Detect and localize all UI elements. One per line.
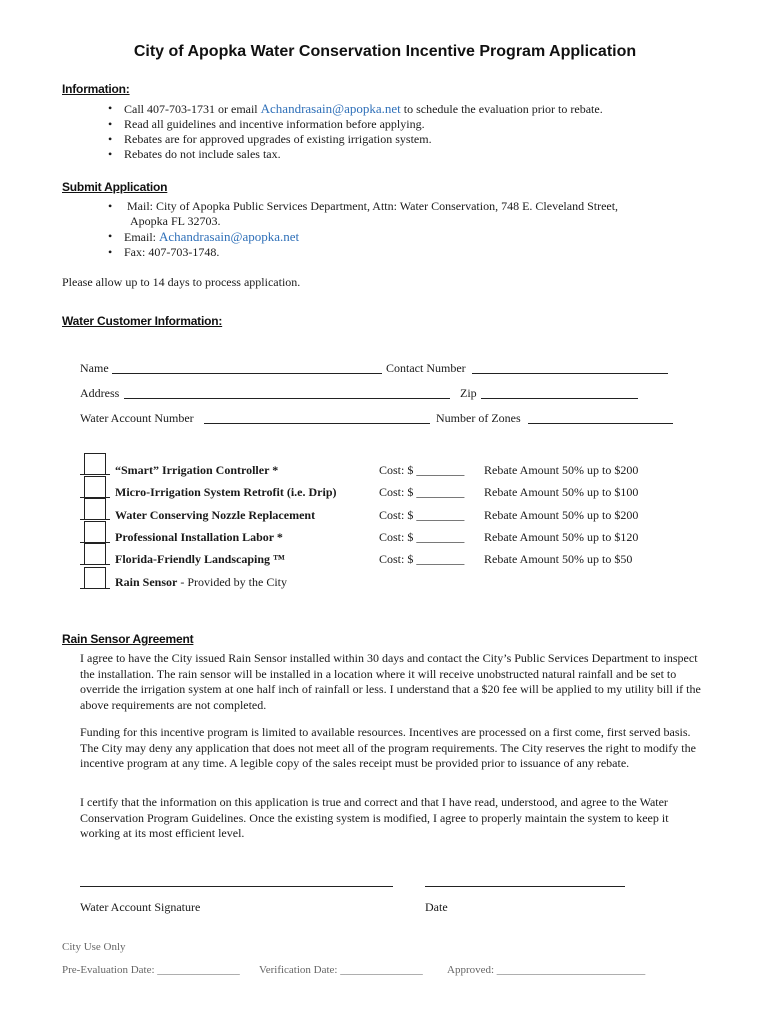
checkbox-underline	[80, 564, 110, 565]
item-label-rain-sensor	[115, 575, 287, 590]
verification-date: Verification Date: _______________	[259, 964, 423, 976]
item-label: Florida-Friendly Landscaping ™	[115, 552, 286, 566]
item-rebate: Rebate Amount 50% up to $100	[484, 485, 639, 499]
zones-label: Number of Zones	[436, 411, 521, 425]
address-field[interactable]	[124, 398, 450, 399]
item-label: Rain Sensor	[115, 575, 178, 589]
checkbox-box[interactable]	[84, 476, 106, 498]
signature-label: Water Account Signature	[80, 900, 201, 914]
date-field[interactable]	[425, 886, 625, 887]
checkbox-box[interactable]	[84, 567, 106, 589]
name-label: Name	[80, 361, 109, 375]
checkbox-box[interactable]	[84, 453, 106, 475]
agreement-paragraph-2: Funding for this incentive program is limited to available resources. Incentives are processed on a first come, first served basis. The City may deny any application that does not meet all of the program requirements. The City reserves the right to modify the incentive program at any time. A legible copy of the sales receipt must be provided prior to issuance of any rebate.	[80, 725, 696, 770]
list-item: • Rebates are for approved upgrades of existing irrigation system.	[108, 132, 603, 147]
checkbox-underline	[80, 474, 110, 475]
list-item: • Fax: 407-703-1748.	[108, 245, 618, 260]
checkbox-box[interactable]	[84, 521, 106, 543]
city-use-heading: City Use Only	[62, 941, 126, 953]
zones-field[interactable]	[528, 423, 673, 424]
agreement-heading: Rain Sensor Agreement	[62, 632, 194, 646]
bullet-text: Call 407-703-1731 or email	[124, 102, 261, 116]
bullet-text: to schedule the evaluation prior to rebate.	[400, 102, 603, 116]
submit-heading: Submit Application	[62, 180, 168, 194]
item-label: Professional Installation Labor *	[115, 530, 283, 544]
information-heading: Information:	[62, 82, 130, 96]
contact-field[interactable]	[472, 373, 668, 374]
item-cost[interactable]: Cost: $ ________	[379, 463, 465, 477]
item-rebate: Rebate Amount 50% up to $200	[484, 463, 639, 477]
signature-field[interactable]	[80, 886, 393, 887]
checkbox-underline	[80, 588, 110, 589]
mail-line: Apopka FL 32703.	[130, 214, 221, 228]
email-label: Email:	[124, 230, 159, 244]
item-rebate: Rebate Amount 50% up to $120	[484, 530, 639, 544]
item-cost[interactable]: Cost: $ ________	[379, 552, 465, 566]
email-link[interactable]: Achandrasain@apopka.net	[260, 101, 401, 116]
zip-field[interactable]	[481, 398, 638, 399]
approved-field: Approved: ___________________________	[447, 964, 646, 976]
item-cost[interactable]: Cost: $ ________	[379, 485, 465, 499]
list-item: • Read all guidelines and incentive information before applying.	[108, 117, 603, 132]
customer-heading: Water Customer Information:	[62, 314, 223, 328]
item-rebate: Rebate Amount 50% up to $200	[484, 508, 639, 522]
date-label: Date	[425, 900, 448, 914]
item-suffix: - Provided by the City	[177, 575, 288, 589]
item-rebate: Rebate Amount 50% up to $50	[484, 552, 633, 566]
agreement-paragraph-3: I certify that the information on this application is true and correct and that I have read, understood, and agree to the Water Conservation Program Guidelines. Once the existing system is modified, I agree to properly maintain the system to keep it working at its most efficient level.	[80, 795, 669, 840]
account-field[interactable]	[204, 423, 430, 424]
list-item: • Rebates do not include sales tax.	[108, 147, 603, 162]
checkbox-box[interactable]	[84, 543, 106, 565]
address-label: Address	[80, 386, 120, 400]
page-title: City of Apopka Water Conservation Incentive Program Application	[133, 43, 637, 60]
agreement-paragraph-1: I agree to have the City issued Rain Sensor installed within 30 days and contact the City’s Public Services Department to inspect the installation. The rain sensor will be installed in a location where it will receive unobstructed natural rainfall and be set to override the irrigation system at one half inch of rainfall or less. I understand that a $20 fee will be applied to my utility bill if the above requirements are not completed.	[80, 651, 701, 712]
checkbox-underline	[80, 519, 110, 520]
name-field[interactable]	[112, 373, 382, 374]
submit-list	[108, 199, 618, 260]
processing-note: Please allow up to 14 days to process application.	[62, 275, 301, 289]
checkbox-box[interactable]	[84, 498, 106, 520]
contact-label: Contact Number	[386, 361, 466, 375]
information-list	[108, 101, 603, 162]
pre-evaluation-date: Pre-Evaluation Date: _______________	[62, 964, 240, 976]
email-link[interactable]: Achandrasain@apopka.net	[159, 229, 300, 244]
item-cost[interactable]: Cost: $ ________	[379, 530, 465, 544]
list-item	[108, 229, 618, 245]
list-item	[108, 199, 618, 229]
item-label: Micro-Irrigation System Retrofit (i.e. Drip)	[115, 485, 337, 499]
account-label: Water Account Number	[80, 411, 194, 425]
item-label: “Smart” Irrigation Controller *	[115, 463, 279, 477]
item-label: Water Conserving Nozzle Replacement	[115, 508, 316, 522]
zip-label: Zip	[460, 386, 477, 400]
list-item	[108, 101, 603, 117]
mail-line: Mail: City of Apopka Public Services Department, Attn: Water Conservation, 748 E. Cleveland Street,	[127, 199, 619, 213]
item-cost[interactable]: Cost: $ ________	[379, 508, 465, 522]
